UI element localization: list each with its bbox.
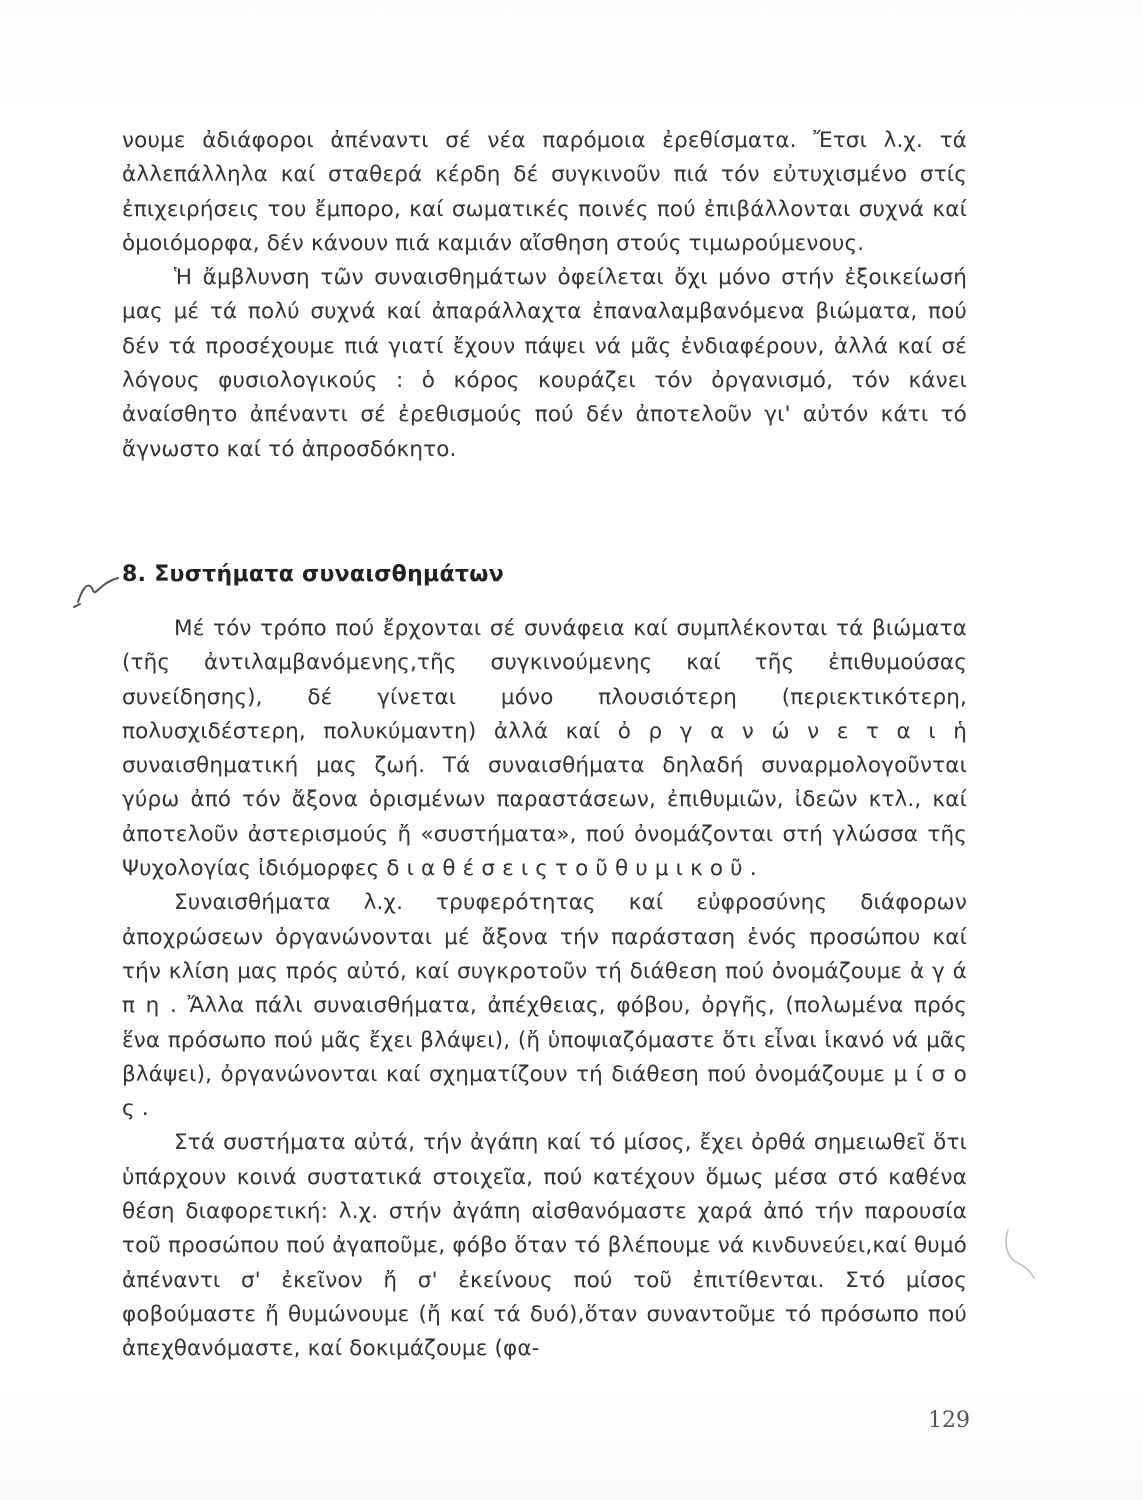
paragraph-4: Συναισθήματα λ.χ. τρυφερότητας καί εὐφροσύνης διάφορων ἀποχρώσεων ὀργανώνονται μέ ἄξονα τήν παράσταση ἑνός προσώπου καί τήν κλίση μας πρός αὐτό, καί συγκροτοῦν τή διάθεση πού ὀνομάζουμε ἀ γ ά π η . Ἄλλα πάλι συναισθήματα, ἀπέχθειας, φόβου, ὀργῆς, (πολωμένα πρός ἕνα πρόσωπο πού μᾶς ἔχει βλάψει), (ἤ ὑποψιαζόμαστε ὅτι εἶναι ἱκανό νά μᾶς βλάψει), ὀργανώνονται καί σχηματίζουν τή διάθεση πού ὀνομάζουμε μ ί σ ο ς .: [122, 890, 967, 1122]
handwritten-bracket-mark-icon: [1000, 1222, 1040, 1282]
paragraph-2: Ἡ ἄμβλυνση τῶν συναισθημάτων ὀφείλεται ὄχι μόνο στήν ἐξοικείωσή μας μέ τά πολύ συχνά καί ἀπαράλλαχτα ἐπαναλαμβανόμενα βιώματα, πού δέν τά προσέχουμε πιά γιατί ἔχουν πάψει νά μᾶς ἐνδιαφέρουν, ἀλλά καί σέ λόγους φυσιολογικούς : ὁ κόρος κουράζει τόν ὀργανισμό, τόν κάνει ἀναίσθητο ἀπέναντι σέ ἐρεθισμούς πού δέν ἀποτελοῦν γι' αὐτόν κάτι τό ἄγνωστο καί τό ἀπροσδόκητο.: [122, 265, 967, 462]
page-number: 129: [928, 1408, 970, 1433]
paragraph-1: νουμε ἀδιάφοροι ἀπέναντι σέ νέα παρόμοια ἐρεθίσματα. Ἔτσι λ.χ. τά ἀλλεπάλληλα καί σταθερά κέρδη δέ συγκινοῦν πιά τόν εὐτυχισμένο στίς ἐπιχειρήσεις του ἔμπορο, καί σωματικές ποινές πού ἐπιβάλλονται συχνά καί ὁμοιόμορφα, δέν κάνουν πιά καμιάν αἴσθηση στούς τιμωρούμενους.: [122, 128, 967, 256]
section-heading: 8. Συστήματα συναισθημάτων: [122, 562, 504, 587]
paragraph-5: Στά συστήματα αὐτά, τήν ἀγάπη καί τό μίσος, ἔχει ὀρθά σημειωθεῖ ὅτι ὑπάρχουν κοινά συστατικά στοιχεῖα, πού κατέχουν ὅμως μέσα στό καθένα θέση διαφορετική: λ.χ. στήν ἀγάπη αἰσθανόμαστε χαρά ἀπό τήν παρουσία τοῦ προσώπου πού ἀγαποῦμε, φόβο ὅταν τό βλέπουμε νά κινδυνεύει,καί θυμό ἀπέναντι σ' ἐκεῖνον ἤ σ' ἐκείνους πού τοῦ ἐπιτίθενται. Στό μίσος φοβούμαστε ἤ θυμώνουμε (ἤ καί τά δυό),ὅταν συναντοῦμε τό πρόσωπο πού ἀπεχθανόμαστε, καί δοκιμάζουμε (φα-: [122, 1130, 967, 1362]
text-block-top: [122, 124, 967, 467]
paragraph-3: Μέ τόν τρόπο πού ἔρχονται σέ συνάφεια καί συμπλέκονται τά βιώματα (τῆς ἀντιλαμβανόμενης,τῆς συγκινούμενης καί τῆς ἐπιθυμούσας συνείδησης), δέ γίνεται μόνο πλουσιότερη (περιεκτικότερη, πολυσχιδέστερη, πολυκύμαντη) ἀλλά καί ὀ ρ γ α ν ώ ν ε τ α ι ἡ συναισθηματική μας ζωή. Τά συναισθήματα δηλαδή συναρμολογοῦνται γύρω ἀπό τόν ἄξονα ὁρισμένων παραστάσεων, ἐπιθυμιῶν, ἰδεῶν κτλ., καί ἀποτελοῦν ἀστερισμούς ἤ «συστήματα», πού ὀνομάζονται στή γλώσσα τῆς Ψυχολογίας ἰδιόμορφες δ ι α θ έ σ ε ι ς τ ο ῦ θ υ μ ι κ ο ῦ .: [122, 616, 967, 882]
text-block-section: [122, 612, 967, 1367]
